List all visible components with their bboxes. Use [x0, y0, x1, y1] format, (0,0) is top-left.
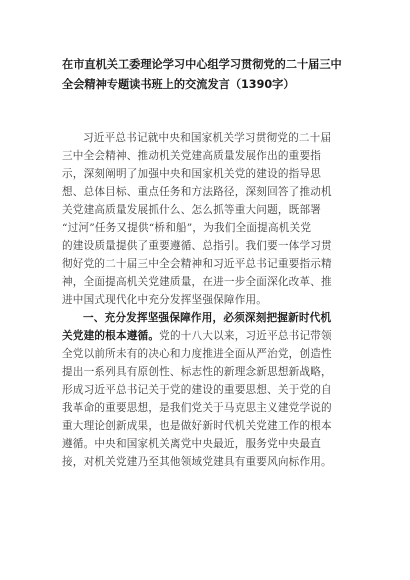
text-line: 想、总体目标、重点任务和方法路径，深刻回答了推动机	[62, 186, 332, 198]
text-line	[62, 327, 362, 345]
title-line: 在市直机关工委理论学习中心组学习贯彻党的二十届三中	[62, 58, 342, 71]
text-line: 全党以前所未有的决心和力度推进全面从严治党，创造性	[62, 348, 332, 360]
section-heading: 一、充分发挥坚强保障作用，必须深刻把握新时代机	[83, 312, 332, 324]
document-body	[62, 129, 362, 471]
paragraph-2	[62, 309, 362, 471]
text-line: 神，全面提高机关党建质量，在进一步全面深化改革、推	[62, 276, 332, 288]
text-line: 遵循。中央和国家机关离党中央最近，服务党中央最直	[62, 438, 322, 450]
text-line: 习近平总书记就中央和国家机关学习贯彻党的二十届	[83, 132, 332, 144]
text-line: 关党建高质量发展抓什么、怎么抓等重大问题，既部署	[62, 204, 322, 216]
text-line: 进中国式现代化中充分发挥坚强保障作用。	[62, 294, 268, 306]
text-line: 接，对机关党建乃至其他领域党建具有重要风向标作用。	[62, 456, 332, 468]
text-line: 我革命的重要思想，是我们党关于马克思主义建党学说的	[62, 402, 332, 414]
text-line: “过河”任务又提供“桥和船”，为我们全面提高机关党	[62, 222, 312, 234]
text-fragment: 党的十八大以来，习近平总书记带领	[159, 330, 332, 342]
text-line: 形成习近平总书记关于党的建设的重要思想、关于党的自	[62, 384, 332, 396]
text-line: 彻好党的二十届三中全会精神和习近平总书记重要指示精	[62, 258, 332, 270]
text-line: 示，深刻阐明了加强中央和国家机关党的建设的指导思	[62, 168, 322, 180]
text-line: 重大理论创新成果，也是做好新时代机关党建工作的根本	[62, 420, 332, 432]
title-line: 全会精神专题读书班上的交流发言（1390字）	[62, 78, 295, 91]
text-line: 提出一系列具有原创性、标志性的新理念新思想新战略，	[62, 366, 332, 378]
text-line: 三中全会精神、推动机关党建高质量发展作出的重要指	[62, 150, 322, 162]
paragraph-1	[62, 129, 362, 309]
section-heading-end: 关党建的根本遵循。	[62, 330, 160, 342]
text-line: 的建设质量提供了重要遵循、总指引。我们要一体学习贯	[62, 240, 332, 252]
document-title	[62, 55, 362, 95]
